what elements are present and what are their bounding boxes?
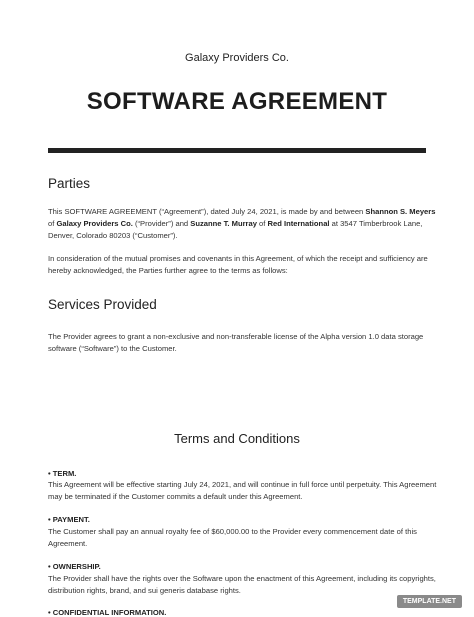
services-paragraph: The Provider agrees to grant a non-exclusive and non-transferable license of the Alpha version 1.0 data storage software (“Software”) to the Customer. <box>48 332 424 353</box>
text-span: This SOFTWARE AGREEMENT (“Agreement”), dated July 24, 2021, is made by and between <box>48 207 366 216</box>
terms-heading: Terms and Conditions <box>174 431 300 446</box>
customer-rep-name: Suzanne T. Murray <box>190 219 257 228</box>
text-span: of <box>48 219 57 228</box>
company-name: Galaxy Providers Co. <box>185 52 289 64</box>
term-text: This Agreement will be effective starting July 24, 2021, and will continue in full force until perpetuity. This Agreement may be terminated if the Customer commits a default under this Agreement. <box>48 480 437 502</box>
customer-company: Red International <box>267 219 330 228</box>
payment-text: The Customer shall pay an annual royalty fee of $60,000.00 to the Provider every commencement date of this Agreement. <box>48 527 417 549</box>
template-watermark: TEMPLATE.NET <box>397 595 462 608</box>
parties-paragraph-2: In consideration of the mutual promises and covenants in this Agreement, of which the receipt and sufficiency are hereby acknowledged, the Parties further agree to the terms as follows: <box>48 254 428 275</box>
text-span: (“Provider”) and <box>132 219 191 228</box>
parties-heading: Parties <box>48 176 91 191</box>
payment-label: • PAYMENT. <box>48 515 90 524</box>
provider-company: Galaxy Providers Co. <box>56 219 133 228</box>
title-divider <box>48 148 426 153</box>
ownership-text: The Provider shall have the rights over the Software upon the enactment of this Agreement, including its copyrights, distribution rights, brand, and sui generis database rights. <box>48 574 436 596</box>
text-span: of <box>256 219 268 228</box>
ownership-label: • OWNERSHIP. <box>48 562 101 571</box>
confidential-info-label: • CONFIDENTIAL INFORMATION. <box>48 608 167 617</box>
provider-rep-name: Shannon S. Meyers <box>365 207 436 216</box>
services-heading: Services Provided <box>48 297 157 312</box>
document-title: SOFTWARE AGREEMENT <box>86 88 388 115</box>
text-span: at 3547 Timberbrook Lane, Denver, Colorado 80203 (“Customer”). <box>48 219 423 240</box>
term-label: • TERM. <box>48 469 77 478</box>
parties-paragraph-1 <box>48 206 440 242</box>
